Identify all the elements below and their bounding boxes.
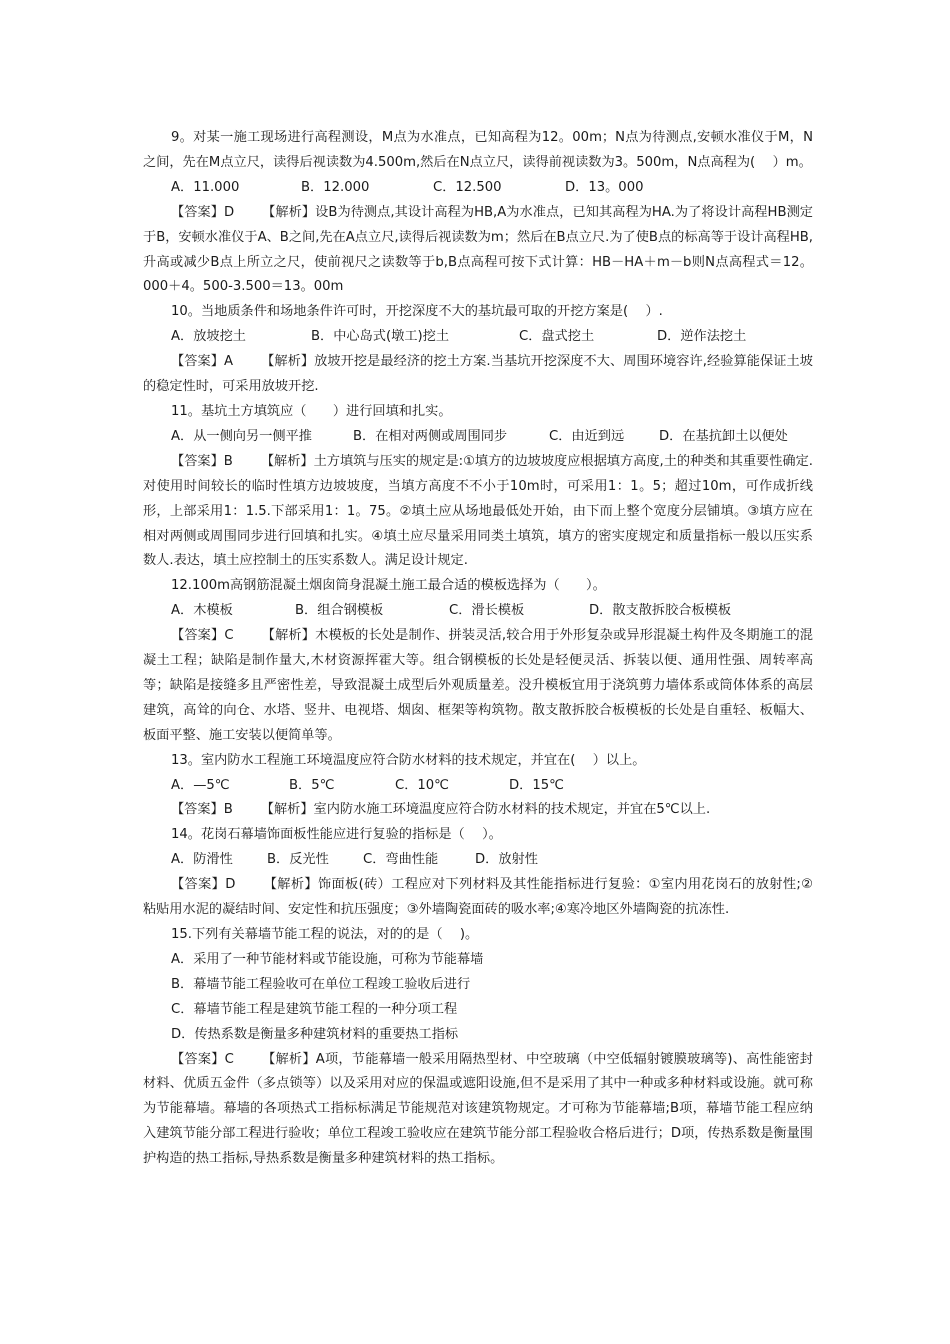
answer-tag: 【答案】B [171,453,233,469]
option: A．11.000 [171,179,240,195]
option: B．幕墙节能工程验收可在单位工程竣工验收后进行 [171,976,471,992]
option: D．15℃ [509,777,564,793]
question-stem: 9。对某一施工现场进行高程测设，M点为水准点，已知高程为12。00m；N点为待测点,安顿水准仪于M，N之间，先在M点立尺，读得后视读数为4.500m,然后在N点立尺，读得前视读数为3。500m，N点高程为( ）m。 [143,130,813,170]
option: A．木模板 [171,603,233,619]
document-page [143,126,813,1172]
analysis-text: 【解析】木模板的长处是制作、拼装灵活,较合用于外形复杂或异形混凝土构件及冬期施工的混凝土工程；缺陷是制作量大,木材资源挥霍大等。组合钢模板的长处是轻便灵活、拆装以便、通用性强、周转率高等；缺陷是接缝多且严密性差，导致混凝土成型后外观质量差。没升模板宜用于浇筑剪力墙体系或筒体体系的高层建筑，高耸的向仓、水塔、竖井、电视塔、烟囱、框架等构筑物。散支散拆胶合板模板的长处是自重轻、板幅大、板面平整、施工安装以便简单等。 [143,628,813,743]
option: D．散支散拆胶合板模板 [589,603,732,619]
question-options [143,325,813,350]
question-options [143,599,813,624]
option: C．盘式挖土 [519,329,595,345]
option: C．滑长模板 [449,603,525,619]
answer-block [143,450,813,575]
answer-block [143,201,813,301]
option: C．幕墙节能工程是建筑节能工程的一种分项工程 [171,1001,458,1017]
question-stem: 10。当地质条件和场地条件许可时，开挖深度不大的基坑最可取的开挖方案是( ）. [171,304,663,320]
question-stem: 15.下列有关幕墙节能工程的说法，对的的是（ )。 [171,927,479,942]
option: B．反光性 [267,852,329,868]
option: C．10℃ [395,777,449,793]
question-options [143,425,813,450]
answer-tag: 【答案】D [171,877,236,893]
option: D．13。000 [565,179,644,195]
answer-tag: 【答案】B [171,802,233,818]
option: D．放射性 [475,852,538,868]
answer-block [143,350,813,400]
option: A．放坡挖土 [171,329,246,345]
option: C．弯曲性能 [363,852,439,868]
analysis-text: 【解析】室内防水施工环境温度应符合防水材料的技术规定，并宜在5℃以上. [260,802,711,818]
question-options [143,176,813,201]
option: B．组合钢模板 [295,603,384,619]
option: D．传热系数是衡量多种建筑材料的重要热工指标 [171,1026,459,1042]
option: C．由近到远 [549,428,625,444]
question-options [143,774,813,799]
analysis-text: 【解析】A项，节能幕墙一般采用隔热型材、中空玻璃（中空低辐射镀膜玻璃等)、高性能密封材料、优质五金件（多点锁等）以及采用对应的保温或遮阳设施,但不是采用了其中一种或多种材料或设施。就可称为节能幕墙。幕墙的各项热式工指标标满足节能规范对该建筑物规定。才可称为节能幕墙;B项，幕墙节能工程应纳入建筑节能分部工程进行验收；单位工程竣工验收应在建筑节能分部工程验收合格后进行；D项，传热系数是衡量围护构造的热工指标,导热系数是衡量多种建筑材料的热工指标。 [143,1051,813,1167]
analysis-text: 【解析】放坡开挖是最经济的挖土方案.当基坑开挖深度不大、周围环境容许,经验算能保证土坡的稳定性时，可采用放坡开挖. [143,354,813,395]
option: A．采用了一种节能材料或节能设施，可称为节能幕墙 [171,951,484,967]
analysis-text: 【解析】饰面板(砖）工程应对下列材料及其性能指标进行复验：①室内用花岗石的放射性;② 粘贴用水泥的凝结时间、安定性和抗压强度；③外墙陶瓷面砖的吸水率;④寒冷地区外墙陶瓷的抗冻性. [143,877,814,918]
analysis-text: 【解析】土方填筑与压实的规定是:①填方的边坡坡度应根据填方高度,土的种类和其重要性确定.对使用时间较长的临时性填方边坡坡度，当填方高度不不小于10m时，可采用1：1。5；超过10m，可作成折线形，上部采用1：1.5.下部采用1：1。75。②填土应从场地最低处开始，由下而上整个宽度分层铺填。③填方应在相对两侧或周围同步进行回填和扎实。④填土应尽量采用同类土填筑，填方的密实度规定和质量指标一般以压实系数人.表达，填土应控制土的压实系数人。满足设计规定. [143,453,814,569]
option: D．逆作法挖土 [657,329,747,345]
answer-tag: 【答案】C [171,1051,234,1067]
option: A．—5℃ [171,777,230,793]
option: D．在基抗卸土以便处 [659,428,788,444]
question-stem: 12.100m高钢筋混凝土烟囱筒身混凝土施工最合适的模板选择为（ ）。 [171,578,606,594]
option: B．在相对两侧或周围同步 [353,428,508,444]
question-options [143,848,813,873]
answer-tag: 【答案】D [171,204,235,220]
question-stem: 11。基坑土方填筑应（ ）进行回填和扎实。 [171,403,452,419]
answer-block [143,1048,813,1173]
answer-tag: 【答案】A [171,354,234,370]
option: B．12.000 [301,179,370,195]
answer-tag: 【答案】C [171,628,234,644]
analysis-text: 【解析】设B为待测点,其设计高程为HB,A为水准点，已知其高程为HA.为了将设计高程HB测定于B，安顿水准仪于A、B之间,先在A点立尺,读得后视读数为m；然后在B点立尺.为了使B点的标高等于设计高程HB,升高或减少B点上所立之尺，使前视尺之读数等于b,B点高程可按下式计算：HB－HA＋m－b则N点高程式＝12。000＋4。500-3.500＝13。00m [143,204,813,295]
answer-block [143,798,813,823]
answer-block [143,873,813,923]
answer-block [143,624,813,749]
question-stem: 13。室内防水工程施工环境温度应符合防水材料的技术规定，并宜在( ）以上。 [171,752,646,768]
question-stem: 14。花岗石幕墙饰面板性能应进行复验的指标是（ ）。 [171,827,502,843]
option: A．防滑性 [171,852,233,868]
option: A．从一侧向另一侧平推 [171,428,312,444]
option: B．中心岛式(墩工)挖土 [311,329,450,345]
option: B．5℃ [289,777,335,793]
option: C．12.500 [433,179,502,195]
